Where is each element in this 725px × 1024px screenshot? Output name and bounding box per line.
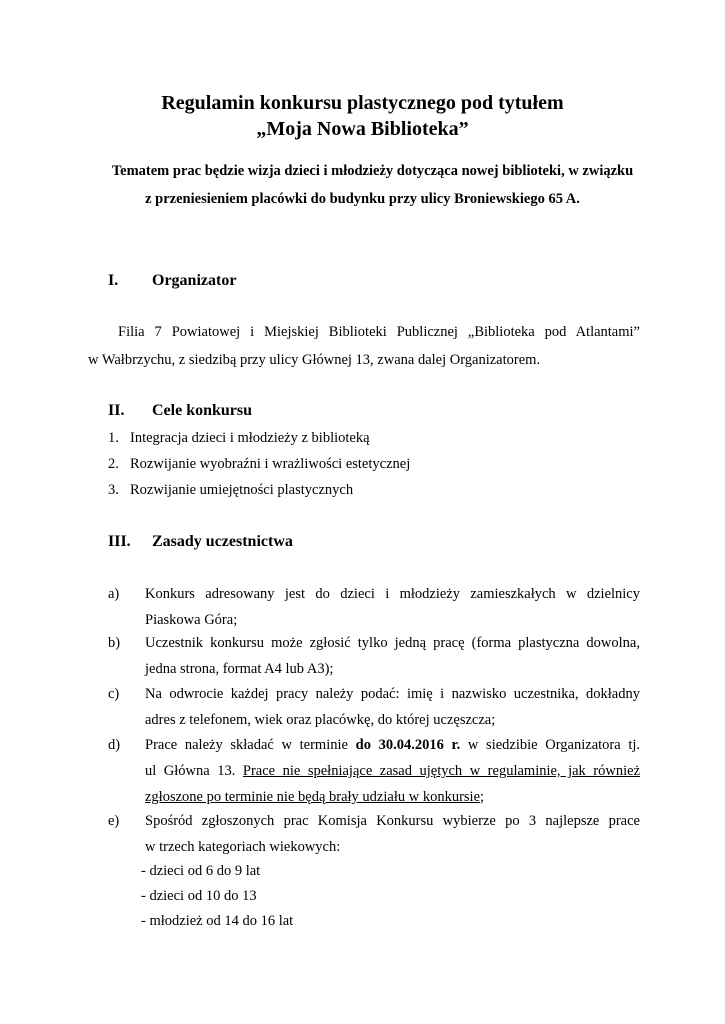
- section-number: III.: [108, 533, 131, 550]
- rule-line: [145, 758, 640, 784]
- rule-label: b): [108, 635, 121, 651]
- goal-number: 3.: [108, 482, 119, 498]
- theme-line-2: z przeniesieniem placówki do budynku przy ulicy Broniewskiego 65 A.: [145, 191, 580, 207]
- goal-text: Rozwijanie wyobraźni i wrażliwości estetycznej: [130, 456, 411, 472]
- rule-label: e): [108, 813, 120, 829]
- rule-body: [145, 630, 640, 682]
- rule-punctuation: ;: [480, 789, 485, 805]
- section-title: Cele konkursu: [152, 402, 253, 419]
- document-title-line-2: „Moja Nowa Biblioteka”: [256, 118, 469, 140]
- section-heading-zasady: [108, 531, 293, 553]
- rule-body: [145, 681, 640, 733]
- deadline-pre: Prace należy składać w terminie: [145, 737, 348, 753]
- rule-line: Na odwrocie każdej pracy należy podać: imię i nazwisko uczestnika, dokładny: [145, 686, 640, 702]
- section-number: I.: [108, 272, 119, 289]
- goal-number: 2.: [108, 456, 119, 472]
- rule-line: [145, 784, 640, 810]
- goal-number: 1.: [108, 430, 119, 446]
- exclusion-notice: Prace nie spełniające zasad ujętych w regulaminie, jak również: [242, 763, 641, 779]
- rule-line: [145, 732, 640, 758]
- goal-item: [108, 479, 353, 501]
- section-heading-organizator: [108, 270, 236, 292]
- section-number: II.: [108, 402, 125, 419]
- age-category: - dzieci od 6 do 9 lat: [141, 863, 261, 879]
- address-text: ul Główna 13.: [145, 763, 236, 779]
- goal-item: [108, 427, 370, 449]
- organizer-paragraph: [88, 318, 640, 374]
- rule-line: w trzech kategoriach wiekowych:: [145, 839, 341, 855]
- section-title: Organizator: [152, 272, 237, 289]
- rule-line: Konkurs adresowany jest do dzieci i młodzieży zamieszkałych w dzielnicy: [145, 586, 640, 602]
- rule-body: [145, 732, 640, 810]
- organizer-line-2: w Wałbrzychu, z siedzibą przy ulicy Głównej 13, zwana dalej Organizatorem.: [88, 352, 541, 368]
- rule-line: Spośród zgłoszonych prac Komisja Konkursu wybierze po 3 najlepsze prace: [145, 813, 640, 829]
- age-category: - młodzież od 14 do 16 lat: [141, 913, 294, 929]
- deadline-date: do 30.04.2016 r.: [355, 737, 461, 753]
- goal-item: [108, 453, 410, 475]
- rule-line: jedna strona, format A4 lub A3);: [145, 661, 334, 677]
- document-title-line-1: Regulamin konkursu plastycznego pod tytułem: [161, 92, 564, 114]
- goal-text: Rozwijanie umiejętności plastycznych: [130, 482, 354, 498]
- age-category: - dzieci od 10 do 13: [141, 888, 257, 904]
- rule-label: c): [108, 686, 120, 702]
- rule-line: Piaskowa Góra;: [145, 612, 238, 628]
- theme-line-1: Tematem prac będzie wizja dzieci i młodzieży dotycząca nowej biblioteki, w związku: [111, 163, 634, 179]
- goal-text: Integracja dzieci i młodzieży z biblioteką: [130, 430, 370, 446]
- rule-label: a): [108, 586, 120, 602]
- rule-line: adres z telefonem, wiek oraz placówkę, do której uczęszcza;: [145, 712, 496, 728]
- rule-label: d): [108, 737, 121, 753]
- exclusion-notice: zgłoszone po terminie nie będą brały udziału w konkursie: [145, 789, 481, 805]
- section-title: Zasady uczestnictwa: [152, 533, 293, 550]
- deadline-post: w siedzibie Organizatora tj.: [467, 737, 641, 753]
- organizer-line-1: Filia 7 Powiatowej i Miejskiej Biblioteki Publicznej „Biblioteka pod Atlantami”: [118, 324, 640, 340]
- rule-body: [145, 581, 640, 633]
- rule-line: Uczestnik konkursu może zgłosić tylko jedną pracę (forma plastyczna dowolna,: [145, 635, 640, 651]
- section-heading-cele: [108, 400, 252, 422]
- rule-body: [145, 808, 640, 860]
